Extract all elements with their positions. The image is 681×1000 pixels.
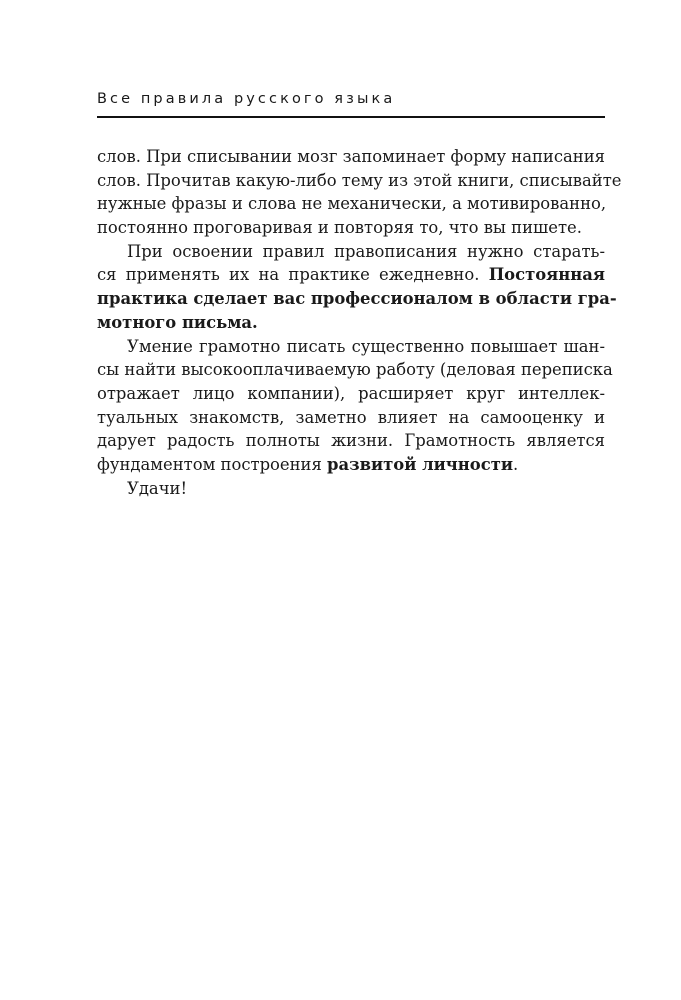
text-run: Удачи! bbox=[127, 478, 188, 498]
text-line bbox=[97, 477, 605, 501]
text-line bbox=[97, 240, 605, 264]
text-run: слов. При списывании мозг запоминает форму написания bbox=[97, 147, 605, 166]
paragraph bbox=[97, 335, 613, 477]
text-run: сы найти высокооплачиваемую работу (деловая переписка bbox=[97, 360, 613, 380]
text-run: При освоении правил правописания нужно старать- bbox=[127, 241, 605, 261]
text-line bbox=[97, 311, 605, 335]
header-rule bbox=[97, 116, 605, 118]
bold-text-run: практика сделает вас профессионалом в области гра- bbox=[97, 289, 617, 309]
text-line bbox=[97, 287, 617, 311]
text-line bbox=[97, 263, 605, 287]
text-run: Умение грамотно писать существенно повышает шан- bbox=[127, 336, 605, 356]
paragraph bbox=[97, 240, 617, 335]
text-run: ся применять их на практике ежедневно. bbox=[97, 265, 489, 285]
text-line bbox=[97, 406, 605, 430]
text-line bbox=[97, 192, 605, 216]
bold-text-run: Постоянная bbox=[488, 265, 605, 285]
text-run: . bbox=[513, 454, 519, 474]
text-run: фундаментом построения bbox=[97, 454, 328, 474]
text-line bbox=[97, 429, 605, 453]
text-line bbox=[97, 145, 605, 169]
text-line bbox=[97, 169, 622, 193]
text-run: отражает лицо компании), расширяет круг интеллек- bbox=[97, 383, 605, 403]
text-line bbox=[97, 335, 605, 359]
paragraph bbox=[97, 145, 622, 240]
text-run: слов. Прочитав какую-либо тему из этой книги, списывайте bbox=[97, 170, 622, 190]
text-line bbox=[97, 216, 605, 240]
text-line bbox=[97, 382, 605, 406]
text-run: нужные фразы и слова не механически, а мотивированно, bbox=[97, 194, 607, 214]
text-line bbox=[97, 358, 613, 382]
bold-text-run: мотного письма. bbox=[97, 312, 258, 332]
body-text bbox=[97, 145, 622, 500]
text-run: постоянно проговаривая и повторяя то, что вы пишете. bbox=[97, 218, 582, 238]
paragraph bbox=[97, 477, 605, 501]
text-run: туальных знакомств, заметно влияет на самооценку и bbox=[97, 407, 605, 427]
text-line bbox=[97, 453, 605, 477]
bold-text-run: развитой личности bbox=[327, 454, 514, 474]
running-title: Все правила русского языка bbox=[97, 91, 396, 107]
text-run: дарует радость полноты жизни. Грамотность является bbox=[97, 431, 605, 451]
